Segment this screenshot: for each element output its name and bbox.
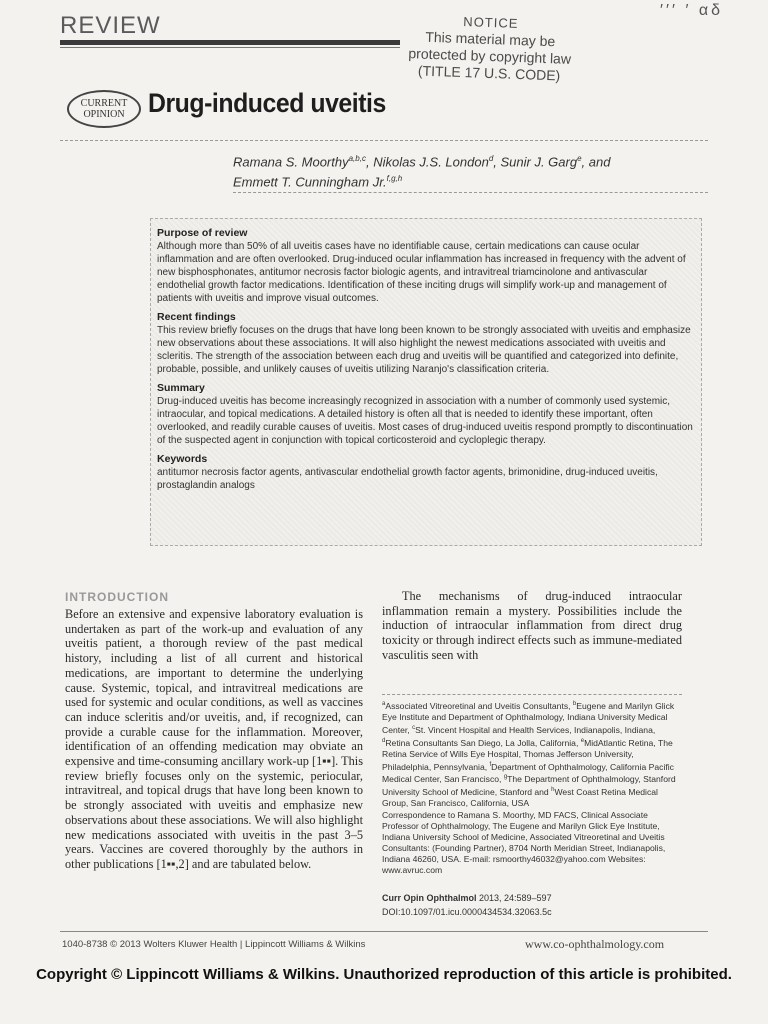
affil-text: Retina Consultants San Diego, La Jolla, California, [385, 737, 581, 748]
author-affiliations [382, 699, 684, 809]
author-affil-sup: e [577, 154, 582, 163]
doi: DOI:10.1097/01.icu.0000434534.32063.5c [382, 907, 552, 917]
affil-sup: d [382, 737, 386, 744]
author-list: Ramana S. Moorthy$^{a,b,c}$, Nikolas J.S. London$^d$, Sunir J. Garg$^e$, and Emmett T. Cunningham Jr.$^{f,g,h}$ [233, 154, 611, 190]
affil-sup: a [382, 701, 386, 707]
author-affil-sup: d [488, 154, 494, 163]
affiliations-divider [382, 694, 682, 695]
author-name: Ramana S. Moorthy [233, 154, 349, 170]
abstract-box [150, 218, 702, 546]
citation-details: 2013, 24:589–597 [476, 893, 552, 903]
abstract-text-purpose: Although more than 50% of all uveitis cases have no identifiable cause, certain medications can cause ocular inflammation and are often overlooked. Drug-induced ocular inflammation has increased in frequency with the advent of new bisphosphonates, antitumor necrosis factor biologic agents, and intravitreal triamcinolone and antivascular endothelial growth factor medications. Identification of these inciting drugs will simplify work-up and management of patients with uveitis and improve visual outcomes. [157, 241, 686, 304]
title-divider [60, 140, 708, 141]
notice-title: NOTICE [463, 14, 519, 31]
affil-sup: b [572, 701, 577, 707]
journal-name: Curr Opin Ophthalmol [382, 893, 477, 903]
affil-text: West Coast Retina Medical Group, San Francisco, California, USA [382, 787, 658, 809]
handwritten-corner-mark: ′′′ ′ αδ [660, 2, 724, 19]
abstract-heading-findings: Recent findings [157, 311, 236, 323]
affil-text: MidAtlantic Retina, The Retina Service of Wills Eye Hospital, Thomas Jefferson University, Philadelphia, Pennsylvania, [382, 737, 673, 772]
footer-issn-publisher: 1040-8738 © 2013 Wolters Kluwer Health | Lippincott Williams & Wilkins [62, 939, 366, 950]
body-text-left-column: Before an extensive and expensive laboratory evaluation is undertaken as part of the work-up and evaluation of any uveitis patient, a thorough review of the past medical history, including a list of all current and historical medications, are important to determine the underlying cause. Systemic, topical, and intravitreal medications are used for systemic and ocular conditions, as well as vaccines can induce scleritis and/or uveitis, and, if recognized, can provide a curable cause for the inflammation. Moreover, identification of an offending medication may obviate an expensive and time-consuming ancillary work-up [1▪▪]. This review briefly focuses only on the systemic, periocular, intravitreal, and topical drugs that have long been known to be strongly associated with uveitis and emphasize new observations about these associations. We will also highlight new medications associated with uveitis in the past 3–5 years. Vaccines are covered thoroughly by the authors in other publications [1▪▪,2] and are tabulated below. [65, 607, 363, 871]
section-rule-thin [60, 47, 400, 48]
notice-line: protected by copyright law [408, 45, 572, 67]
footer-rule [60, 931, 708, 932]
notice-line: This material may be [425, 28, 556, 50]
copyright-banner: Copyright © Lippincott Williams & Wilkins. Unauthorized reproduction of this article is prohibited. [36, 966, 732, 983]
affil-text: St. Vincent Hospital and Health Services, Indianapolis, Indiana, [415, 724, 656, 735]
abstract-text-summary: Drug-induced uveitis has become increasingly recognized in association with a number of commonly used systemic, intraocular, and topical medications. A detailed history is often all that is needed to identify these important, often overlooked, and readily curable causes of uveitis. Most cases of drug-induced uveitis respond promptly to discontinuation of the suspected agent in conjunction with topical corticosteroid and cycloplegic therapy. [157, 396, 693, 446]
affil-text: Eugene and Marilyn Glick Eye Institute and Department of Ophthalmology, Indiana University Medical Center, [382, 700, 675, 735]
body-text-right-column: The mechanisms of drug-induced intraocular inflammation remain a mystery. Possibilities include the induction of intraocular inflammation from direct drug toxicity or through indirect effects such as immune-mediated vasculitis seen with [382, 589, 682, 662]
author-name: Emmett T. Cunningham Jr. [233, 174, 387, 190]
abstract-text-findings: This review briefly focuses on the drugs that have long been known to be strongly associated with uveitis and emphasize new observations about these associations. It will also highlight the newest medications associated with uveitis and scleritis. The strength of the association between each drug and uveitis will be quantified and categorized into definite, probable, possible, and unlikely causes of uveitis utilizing Naranjo's classification criteria. [157, 325, 691, 375]
correspondence-info: Correspondence to Ramana S. Moorthy, MD FACS, Clinical Associate Professor of Ophthalmology, The Eugene and Marilyn Glick Eye Institute, Indiana University School of Medicine, Associated Vitreoretinal and Uveitis Consultants: (Founding Partner), 8704 North Meridian Street, Indianapolis, Indiana 46260, USA. E-mail: rsmoorthy46032@yahoo.com Websites: www.avruc.com [382, 810, 666, 875]
logo-line: CURRENT [80, 98, 128, 109]
current-opinion-logo [67, 90, 141, 128]
authors-divider [233, 192, 708, 193]
abstract-heading-purpose: Purpose of review [157, 227, 248, 239]
section-rule [60, 40, 400, 45]
affil-text: The Department of Ophthalmology, Stanford University School of Medicine, Stanford and [382, 774, 676, 798]
affil-sup: e [580, 737, 585, 744]
notice-line: (TITLE 17 U.S. CODE) [417, 62, 561, 84]
author-name: Nikolas J.S. London [373, 154, 489, 170]
affil-text: Department of Ophthalmology, California Pacific Medical Center, San Francisco, [382, 761, 674, 785]
affil-sup: g [503, 774, 508, 781]
author-name: Sunir J. Garg [500, 154, 578, 170]
author-affil-sup: a,b,c [348, 154, 366, 163]
author-affil-sup: f,g,h [386, 174, 403, 184]
journal-citation [382, 892, 552, 904]
affil-text: Associated Vitreoretinal and Uveitis Consultants, [385, 700, 573, 711]
affil-sup: h [551, 787, 555, 794]
affil-sup: c [412, 724, 416, 731]
section-heading-introduction: INTRODUCTION [65, 590, 169, 604]
article-title: Drug-induced uveitis [148, 88, 386, 118]
abstract-text-keywords: antitumor necrosis factor agents, antivascular endothelial growth factor agents, brimonidine, drug-induced uveitis, prostaglandin analogs [157, 467, 658, 491]
abstract-heading-keywords: Keywords [157, 453, 208, 465]
section-label: REVIEW [60, 12, 161, 39]
footer-journal-url: www.co-ophthalmology.com [525, 937, 665, 951]
logo-line: OPINION [83, 109, 125, 120]
copyright-notice-stamp [394, 11, 586, 86]
abstract-heading-summary: Summary [157, 382, 205, 394]
affil-sup: f [489, 761, 492, 768]
